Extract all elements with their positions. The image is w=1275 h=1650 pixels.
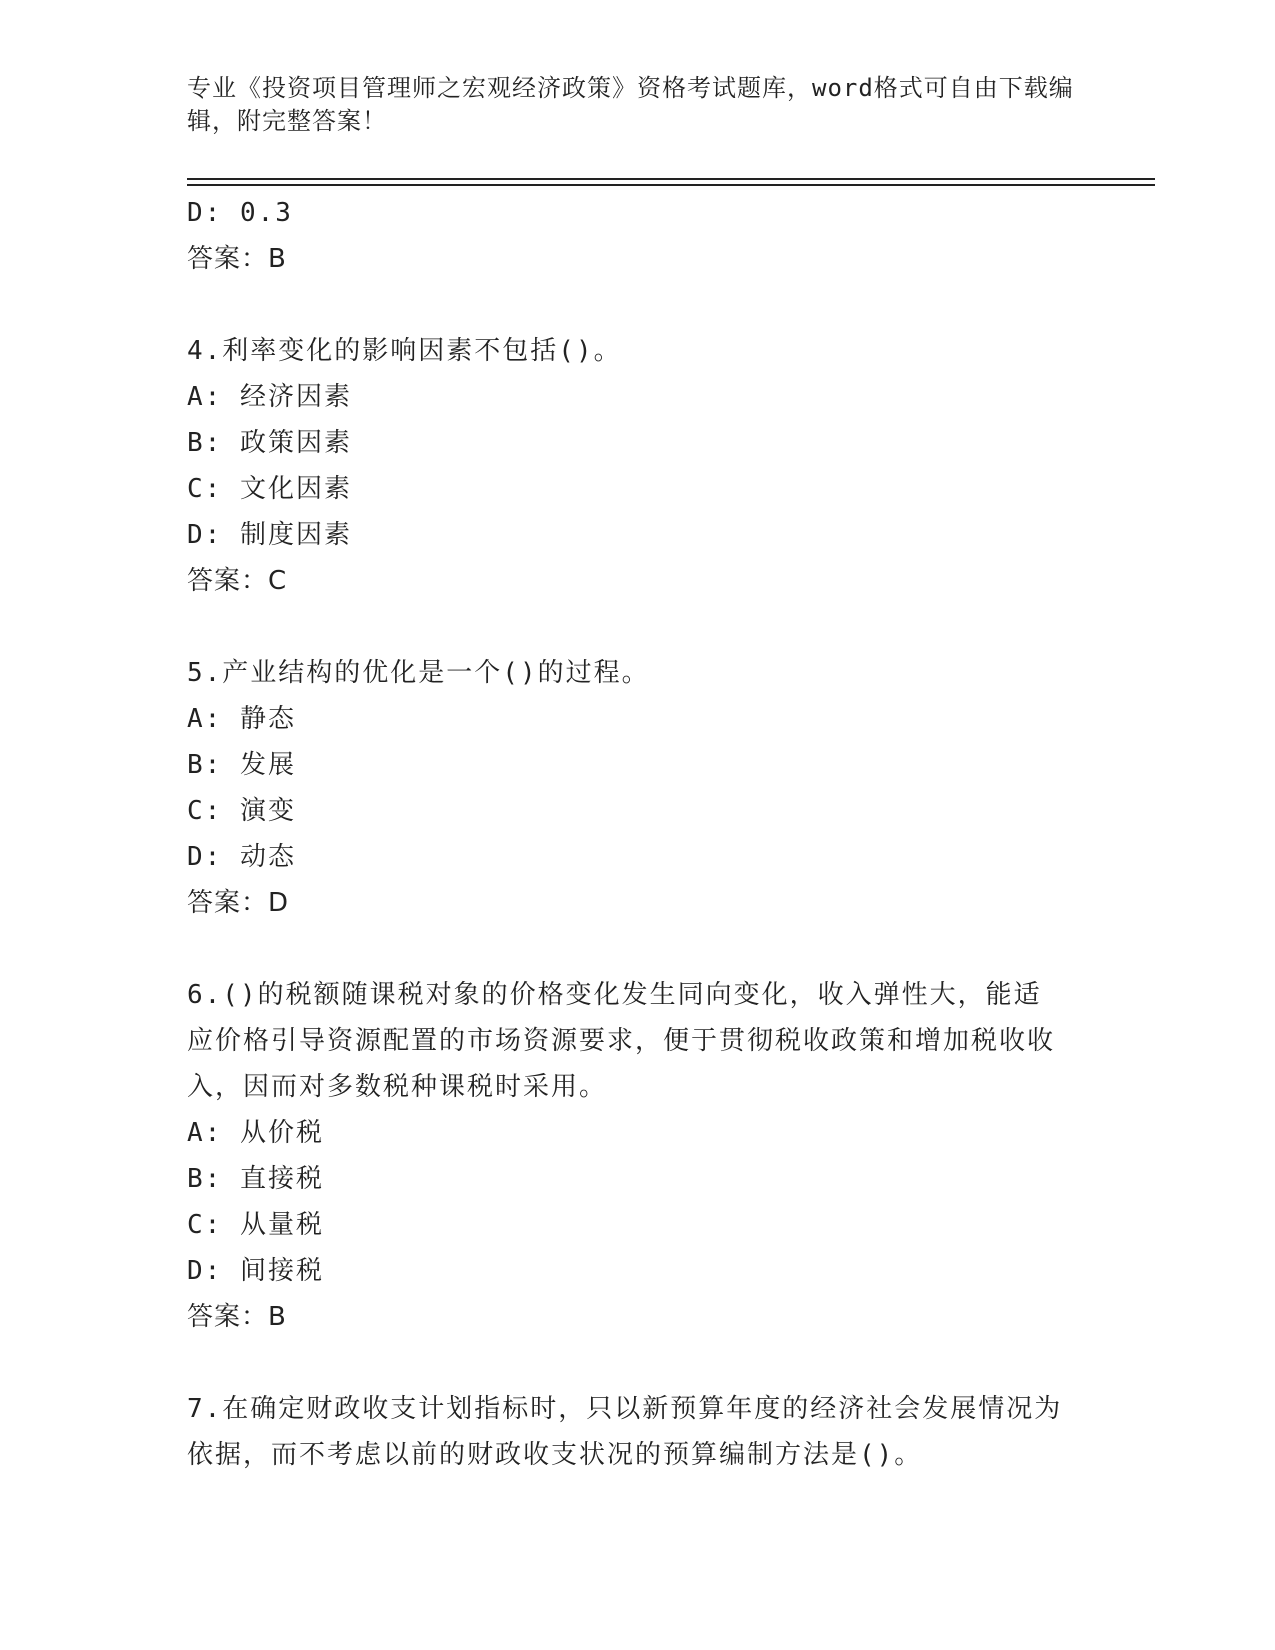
question-4 [187, 328, 1067, 604]
prev-answer: 答案：B [187, 244, 287, 274]
option-b: B: 直接税 [187, 1164, 324, 1194]
option-b: B: 发展 [187, 750, 296, 780]
question-6 [187, 972, 1067, 1340]
document-body [187, 190, 1067, 1478]
question-5 [187, 650, 1067, 926]
header-text: 专业《投资项目管理师之宏观经济政策》资格考试题库，word格式可自由下载编辑，附完整答案！ [187, 74, 1074, 135]
option-c: C: 文化因素 [187, 474, 352, 504]
option-b: B: 政策因素 [187, 428, 352, 458]
header-divider-top [187, 178, 1155, 180]
answer: 答案：B [187, 1302, 287, 1332]
prev-option-d: D: 0.3 [187, 198, 293, 228]
answer: 答案：C [187, 566, 288, 596]
option-d: D: 间接税 [187, 1256, 324, 1286]
header-divider-bottom [187, 184, 1155, 186]
option-c: C: 从量税 [187, 1210, 324, 1240]
option-a: A: 从价税 [187, 1118, 324, 1148]
question-text: 7.在确定财政收支计划指标时，只以新预算年度的经济社会发展情况为依据，而不考虑以前的财政收支状况的预算编制方法是()。 [187, 1394, 1063, 1470]
option-a: A: 静态 [187, 704, 296, 734]
answer: 答案：D [187, 888, 290, 918]
question-text: 5.产业结构的优化是一个()的过程。 [187, 658, 650, 688]
question-7 [187, 1386, 1067, 1478]
option-d: D: 制度因素 [187, 520, 352, 550]
document-header [187, 72, 1077, 138]
question-text: 4.利率变化的影响因素不包括()。 [187, 336, 622, 366]
question-text: 6.()的税额随课税对象的价格变化发生同向变化，收入弹性大，能适应价格引导资源配置的市场资源要求，便于贯彻税收政策和增加税收收入，因而对多数税种课税时采用。 [187, 980, 1056, 1102]
option-d: D: 动态 [187, 842, 296, 872]
option-a: A: 经济因素 [187, 382, 352, 412]
option-c: C: 演变 [187, 796, 296, 826]
